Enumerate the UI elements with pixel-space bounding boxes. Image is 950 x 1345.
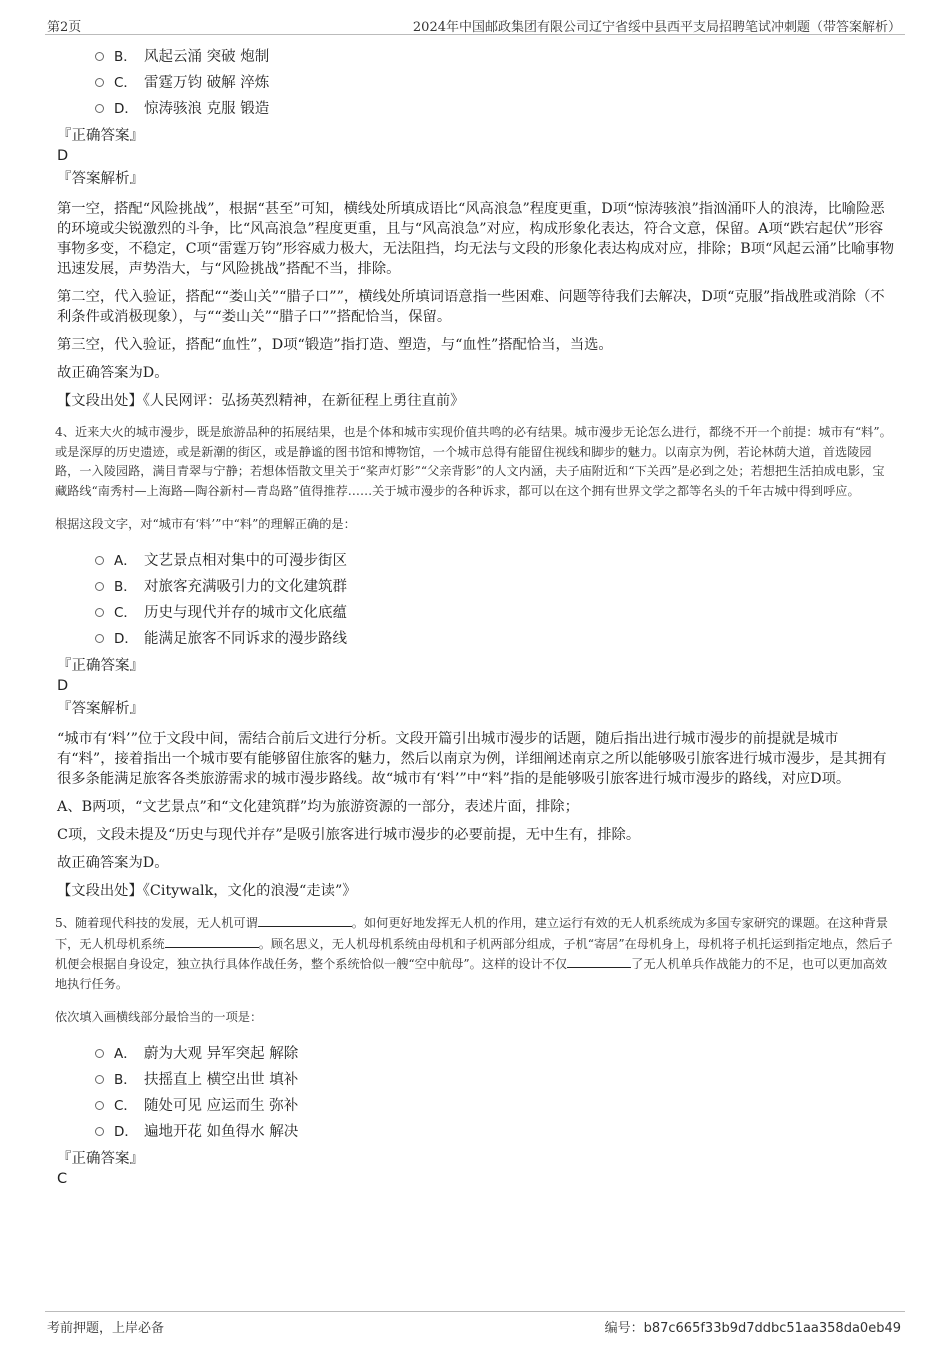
radio-icon[interactable] [95,52,104,61]
q3-option-c[interactable]: C． 雷霆万钧 破解 淬炼 [95,70,895,96]
q3-options [95,44,895,122]
radio-icon[interactable] [95,1101,104,1110]
analysis-label: 『答案解析』 [57,701,144,717]
radio-icon[interactable] [95,1127,104,1136]
radio-icon[interactable] [95,1075,104,1084]
footer-code: 编号：b87c665f33b9d7ddbc51aa358da0eb49 [604,1321,901,1336]
radio-icon[interactable] [95,634,104,643]
correct-answer-label: 『正确答案』 [57,1151,144,1167]
page-header [45,14,905,35]
document-title: 2024年中国邮政集团有限公司辽宁省绥中县西平支局招聘笔试冲刺题（带答案解析） [412,20,901,35]
q4-option-c[interactable]: C． 历史与现代并存的城市文化底蕴 [95,600,895,626]
q3-analysis-1: 第一空，搭配“风险挑战”，根据“甚至”可知，横线处所填成语比“风高浪急”程度更重，D项“惊涛骇浪”指汹涌吓人的浪涛，比喻险恶的环境或尖锐激烈的斗争，比“风高浪急”程度更重，且与“风高浪急”对应，构成形象化表达，符合文意，保留。A项“跌宕起伏”形容事物多变，不稳定，C项“雷霆万钧”形容威力极大，无法阻挡，均无法与文段的形象化表达构成对应，排除；B项“风起云涌”比喻事物迅速发展，声势浩大，与“风险挑战”搭配不当，排除。 [57,201,895,277]
q4-analysis-1: “城市有‘料’”位于文段中间，需结合前后文进行分析。文段开篇引出城市漫步的话题，随后指出进行城市漫步的前提就是城市有“料”，接着指出一个城市要有能够留住旅客的魅力，然后以南京为例，详细阐述南京之所以能够吸引旅客进行城市漫步，是其拥有很多条能满足旅客各类旅游需求的城市漫步路线。故“城市有‘料’”中“料”指的是能够吸引旅客进行城市漫步的路线，对应D项。 [57,731,887,787]
radio-icon[interactable] [95,582,104,591]
radio-icon[interactable] [95,104,104,113]
q3-analysis-2: 第二空，代入验证，搭配““娄山关”“腊子口””，横线处所填词语意指一些困难、问题等待我们去解决，D项“克服”指战胜或消除（不利条件或消极现象），与““娄山关”“腊子口””搭配恰当，保留。 [57,289,885,325]
q5-options [95,1041,895,1145]
q5-answer: C [57,1171,68,1187]
q4-options [95,548,895,652]
q4-option-b[interactable]: B． 对旅客充满吸引力的文化建筑群 [95,574,895,600]
footer-slogan: 考前押题，上岸必备 [47,1321,165,1336]
q4-prompt: 根据这段文字，对“城市有‘料’”中“料”的理解正确的是： [55,517,356,531]
q5-option-a[interactable]: A． 蔚为大观 异军突起 解除 [95,1041,895,1067]
blank-2 [165,934,259,948]
page-content [55,44,895,1192]
radio-icon[interactable] [95,556,104,565]
radio-icon[interactable] [95,1049,104,1058]
q5-option-b[interactable]: B． 扶摇直上 横空出世 填补 [95,1067,895,1093]
analysis-label: 『答案解析』 [57,171,144,187]
q4-analysis-3: C项，文段未提及“历史与现代并存”是吸引旅客进行城市漫步的必要前提，无中生有，排除。 [57,827,641,843]
q5-option-d[interactable]: D． 遍地开花 如鱼得水 解决 [95,1119,895,1145]
q5-question: 5、随着现代科技的发展，无人机可谓 。如何更好地发挥无人机的作用，建立运行有效的无人机系统成为多国专家研究的课题。在这种背景下，无人机母机系统 。顾名思义，无人机母机系统由母机和子机两部分组成，子机“寄居”在母机身上，母机将子机托运到指定地点，然后子机便会根据自身设定，独立执行具体作战任务，整个系统恰似一艘“空中航母”。这样的设计不仅 了无人机单兵作战能力的不足，也可以更加高效地执行任务。 [55,913,895,994]
correct-answer-label: 『正确答案』 [57,658,144,674]
q5-option-c[interactable]: C． 随处可见 应运而生 弥补 [95,1093,895,1119]
correct-answer-label: 『正确答案』 [57,128,144,144]
page-footer [45,1311,905,1340]
q3-analysis-3: 第三空，代入验证，搭配“血性”，D项“锻造”指打造、塑造，与“血性”搭配恰当，当选。 [57,337,613,353]
q4-analysis-2: A、B两项，“文艺景点”和“文化建筑群”均为旅游资源的一部分，表述片面，排除； [57,799,579,815]
q4-option-a[interactable]: A． 文艺景点相对集中的可漫步街区 [95,548,895,574]
q4-analysis-4: 故正确答案为D。 [57,855,169,871]
q3-option-b[interactable]: B． 风起云涌 突破 炮制 [95,44,895,70]
q4-source: 【文段出处】《Citywalk，文化的浪漫“走读”》 [57,883,357,899]
q4-answer: D [57,678,69,694]
q4-option-d[interactable]: D． 能满足旅客不同诉求的漫步路线 [95,626,895,652]
radio-icon[interactable] [95,78,104,87]
q3-analysis-4: 故正确答案为D。 [57,365,169,381]
q5-prompt: 依次填入画横线部分最恰当的一项是： [55,1010,263,1024]
q3-option-d[interactable]: D． 惊涛骇浪 克服 锻造 [95,96,895,122]
q4-question: 4、近来大火的城市漫步，既是旅游品种的拓展结果，也是个体和城市实现价值共鸣的必有结果。城市漫步无论怎么进行，都绕不开一个前提：城市有“料”。或是深厚的历史遗迹，或是新潮的街区，或是静谧的图书馆和博物馆，一个城市总得有能留住视线和脚步的魅力。以南京为例，若论林荫大道，首选陵园路，一入陵园路，满目青翠与宁静；若想体悟散文里关于“桨声灯影”“父亲背影”的人文内涵，夫子庙附近和“下关西”是必到之处；若想把生活拍成电影，宝藏路线“南秀村—上海路—陶谷新村—青岛路”值得推荐……关于城市漫步的各种诉求，都可以在这个拥有世界文学之都等名头的千年古城中得到呼应。 [55,425,892,498]
radio-icon[interactable] [95,608,104,617]
blank-3 [567,954,631,968]
q3-answer: D [57,148,69,164]
blank-1 [258,913,352,927]
page-number: 第2页 [47,20,82,35]
q3-source: 【文段出处】《人民网评：弘扬英烈精神，在新征程上勇往直前》 [57,393,465,409]
